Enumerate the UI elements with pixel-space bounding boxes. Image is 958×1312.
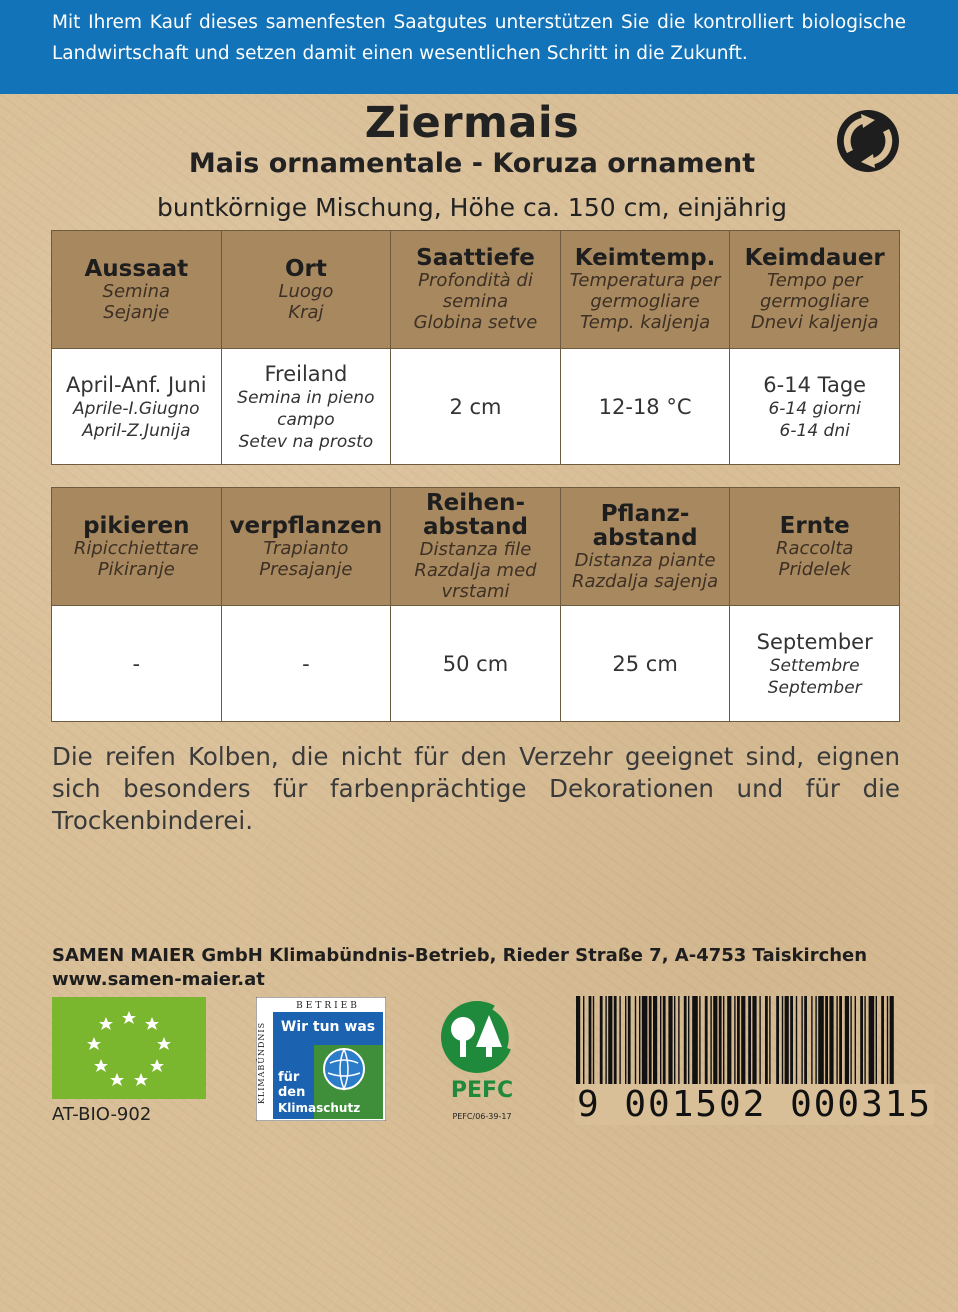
sowing-table	[51, 230, 900, 465]
value-cell: September Settembre September	[730, 606, 900, 722]
pefc-logo	[434, 997, 534, 1125]
recycle-icon	[835, 108, 901, 174]
header-cell: Ernte Raccolta Pridelek	[730, 488, 900, 606]
klima-slogan-3: den	[278, 1085, 306, 1100]
klima-top-label: BETRIEB	[296, 1001, 360, 1011]
klima-slogan-1: Wir tun was	[280, 1019, 376, 1035]
value-cell: -	[221, 606, 391, 722]
pefc-label: PEFC	[450, 1078, 514, 1103]
value-cell: 12-18 °C	[560, 349, 730, 465]
planting-table	[51, 487, 900, 722]
klima-side-label: KLIMABÜNDNIS	[257, 1021, 266, 1105]
value-cell: 6-14 Tage 6-14 giorni 6-14 dni	[730, 349, 900, 465]
header-cell: Pflanz-abstand Distanza piante Razdalja sajenja	[560, 488, 730, 606]
banner-text: Mit Ihrem Kauf dieses samenfesten Saatgutes unterstützen Sie die kontrolliert biologische Landwirtschaft und setzen damit einen wesentlichen Schritt in die Zukunft.	[52, 12, 906, 64]
value-cell: April-Anf. Juni Aprile-I.Giugno April-Z.Junija	[52, 349, 222, 465]
header-cell: Saattiefe Profondità di semina Globina setve	[391, 231, 561, 349]
planting-header-row	[52, 488, 900, 606]
company-info	[52, 944, 867, 992]
header-cell: pikieren Ripicchiettare Pikiranje	[52, 488, 222, 606]
header-cell: Reihen-abstand Distanza file Razdalja med vrstami	[391, 488, 561, 606]
product-description: buntkörnige Mischung, Höhe ca. 150 cm, einjährig	[157, 193, 787, 222]
klima-slogan-2: für	[278, 1070, 300, 1085]
company-address: SAMEN MAIER GmbH Klimabündnis-Betrieb, Rieder Straße 7, A-4753 Taiskirchen	[52, 945, 868, 966]
pefc-code: PEFC/06-39-17	[452, 1112, 512, 1121]
eco-banner	[0, 0, 958, 94]
planting-value-row	[52, 606, 900, 722]
klima-slogan-4: Klimaschutz	[278, 1101, 361, 1115]
sowing-header-row	[52, 231, 900, 349]
eu-organic-leaf-icon	[52, 997, 206, 1099]
company-website: www.samen-maier.at	[52, 969, 265, 990]
product-subtitle: Mais ornamentale - Koruza ornament	[188, 148, 756, 179]
value-cell: 25 cm	[560, 606, 730, 722]
sowing-value-row	[52, 349, 900, 465]
header-cell: verpflanzen Trapianto Presajanje	[221, 488, 391, 606]
value-cell: 2 cm	[391, 349, 561, 465]
value-cell: Freiland Semina in pieno campo Setev na prosto	[221, 349, 391, 465]
product-title: Ziermais	[364, 98, 580, 148]
header-cell: Keimtemp. Temperatura per germogliare Temp. kaljenja	[560, 231, 730, 349]
header-cell: Aussaat Semina Sejanje	[52, 231, 222, 349]
klimabuendnis-logo	[256, 997, 386, 1121]
organic-control-code: AT-BIO-902	[52, 1104, 152, 1125]
value-cell: -	[52, 606, 222, 722]
header-cell: Keimdauer Tempo per germogliare Dnevi kaljenja	[730, 231, 900, 349]
value-cell: 50 cm	[391, 606, 561, 722]
header-cell: Ort Luogo Kraj	[221, 231, 391, 349]
usage-description: Die reifen Kolben, die nicht für den Verzehr geeignet sind, eignen sich besonders für farbenprächtige Dekorationen und für die Trockenbinderei.	[52, 742, 900, 835]
globe-icon	[324, 1049, 364, 1089]
barcode-number: 9 001502 000315	[577, 1084, 933, 1125]
